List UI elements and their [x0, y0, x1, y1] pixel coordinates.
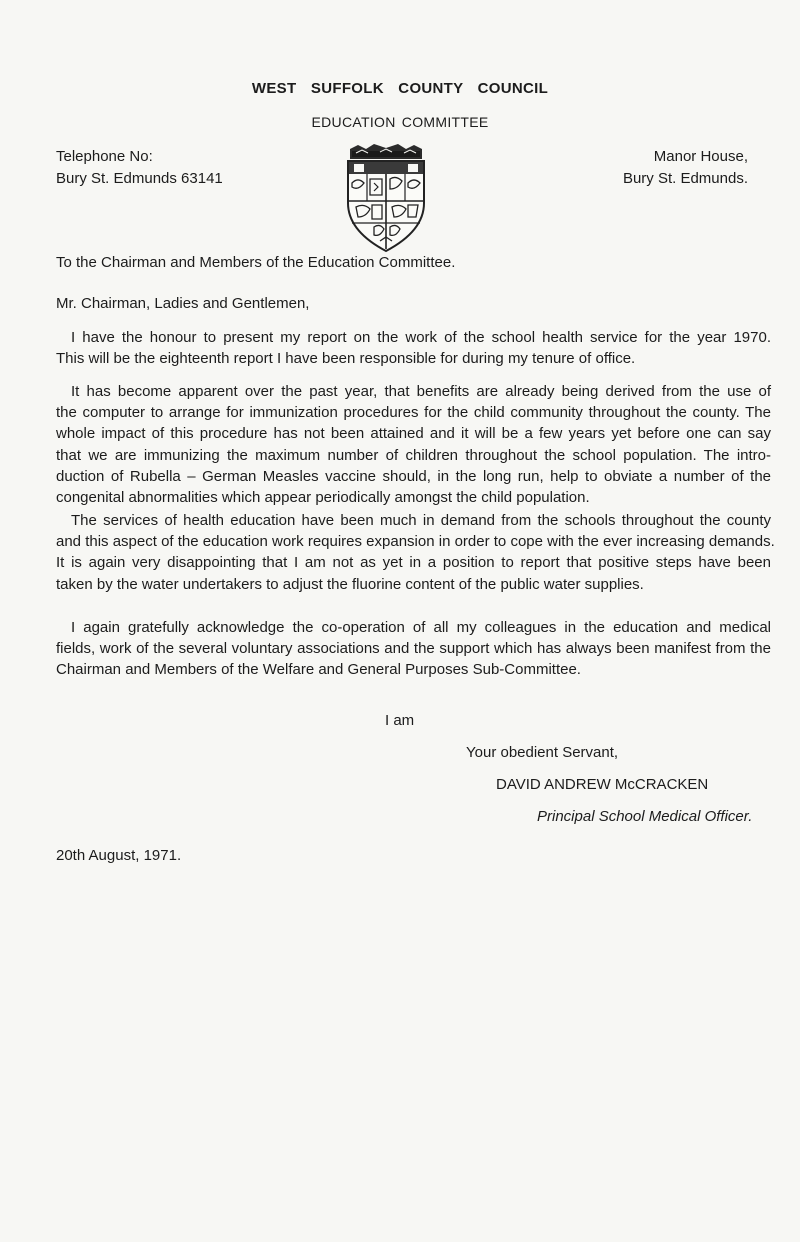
coat-of-arms-crest-icon: [340, 143, 432, 255]
signatory-name: DAVID ANDREW McCRACKEN: [496, 776, 709, 793]
paragraph-3: [56, 510, 775, 595]
paragraph-line: that we are immunizing the maximum number of children throughout the school population. The intro-: [56, 446, 771, 464]
addressee: To the Chairman and Members of the Education Committee.: [56, 254, 456, 271]
paragraph-line: This will be the eighteenth report I have been responsible for during my tenure of office.: [56, 350, 636, 368]
paragraph-line: taken by the water undertakers to adjust the fluorine content of the public water supplies.: [56, 575, 644, 593]
paragraph-line: whole impact of this procedure has not been attained and it will be a few years yet before one can say: [56, 425, 771, 443]
address-block: [623, 146, 748, 190]
salutation: Mr. Chairman, Ladies and Gentlemen,: [56, 295, 310, 312]
paragraph-line: I again gratefully acknowledge the co-operation of all my colleagues in the education and medical: [71, 619, 771, 636]
closing-servant: Your obedient Servant,: [466, 744, 619, 761]
paragraph-2: [56, 381, 771, 508]
paragraph-4: [56, 617, 771, 681]
paragraph-line: It is again very disappointing that I am not as yet in a position to report that positive steps have been: [56, 554, 771, 572]
paragraph-line: Chairman and Members of the Welfare and General Purposes Sub-Committee.: [56, 661, 581, 679]
telephone-number: Bury St. Edmunds 63141: [56, 170, 223, 187]
signatory-title: Principal School Medical Officer.: [537, 808, 753, 825]
paragraph-line: fields, work of the several voluntary associations and the support which has always been manifest from the: [56, 640, 771, 658]
address-line-2: Bury St. Edmunds.: [622, 170, 748, 187]
paragraph-line: I have the honour to present my report on the work of the school health service for the year 1970.: [71, 329, 771, 346]
paragraph-1: [56, 327, 771, 369]
paragraph-line: and this aspect of the education work requires expansion in order to cope with the ever increasing demands.: [56, 533, 775, 551]
paragraph-line: congenital abnormalities which appear periodically amongst the child population.: [56, 489, 590, 507]
paragraph-line: It has become apparent over the past year, that benefits are already being derived from the use of: [71, 383, 771, 400]
paragraph-line: duction of Rubella – German Measles vaccine should, in the long run, help to obviate a number of the: [56, 467, 771, 485]
council-title: WEST SUFFOLK COUNTY COUNCIL: [251, 80, 549, 97]
committee-title: EDUCATION COMMITTEE: [311, 114, 489, 130]
telephone-block: [56, 146, 223, 190]
paragraph-line: The services of health education have been much in demand from the schools throughout the county: [71, 512, 771, 529]
closing-i-am: I am: [385, 712, 415, 729]
telephone-label: Telephone No:: [56, 148, 153, 165]
address-line-1: Manor House,: [653, 148, 748, 165]
paragraph-line: the computer to arrange for immunization procedures for the child community throughout the county. The: [56, 404, 771, 422]
letter-date: 20th August, 1971.: [56, 847, 182, 864]
